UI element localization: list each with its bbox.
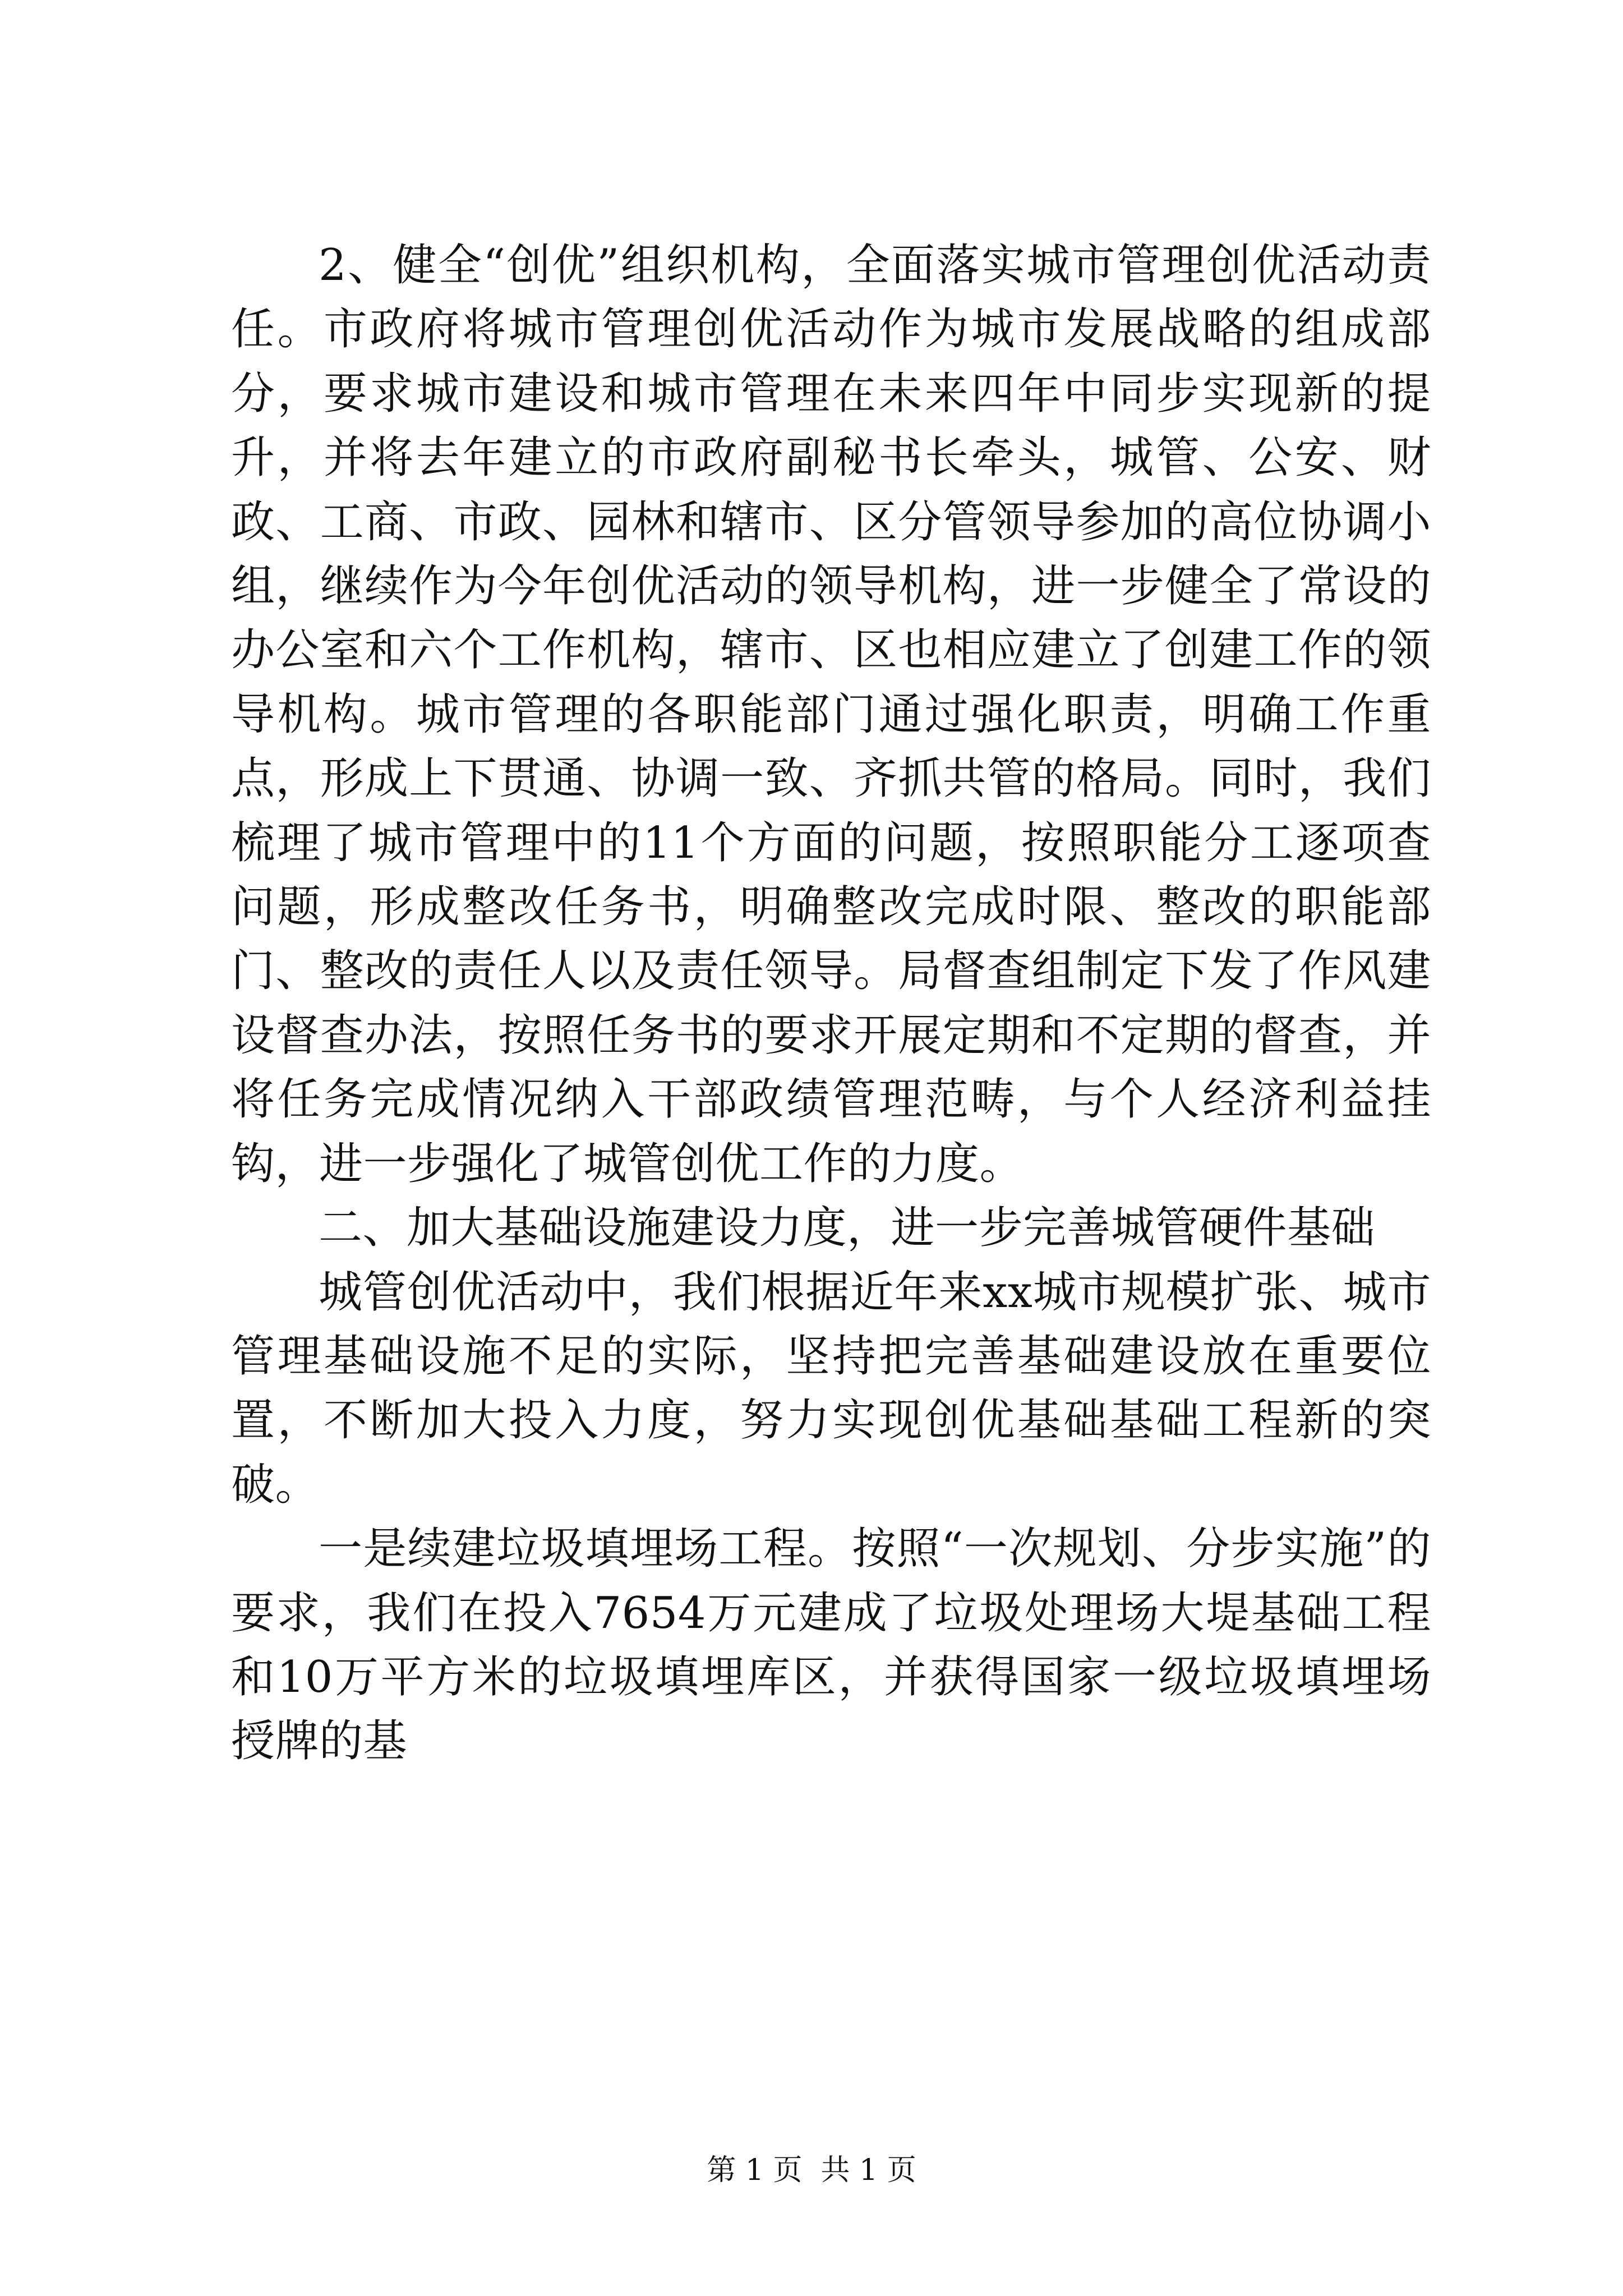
document-body [231,233,1431,1774]
paragraph-landfill-project: 一是续建垃圾填埋场工程。按照“一次规划、分步实施”的要求，我们在投入7654万元建成了垃圾处理场大堤基础工程和10万平方米的垃圾填埋库区，并获得国家一级垃圾填埋场授牌的基 [231,1524,1431,1767]
section-heading-infrastructure: 二、加大基础设施建设力度，进一步完善城管硬件基础 [319,1203,1376,1254]
paragraph-infrastructure-intro: 城管创优活动中，我们根据近年来xx城市规模扩张、城市管理基础设施不足的实际，坚持把完善基础建设放在重要位置，不断加大投入力度，努力实现创优基础基础工程新的突破。 [231,1267,1431,1510]
paragraph-organization: 2、健全“创优”组织机构，全面落实城市管理创优活动责任。市政府将城市管理创优活动作为城市发展战略的组成部分，要求城市建设和城市管理在未来四年中同步实现新的提升，并将去年建立的市政府副秘书长牵头，城管、公安、财政、工商、市政、园林和辖市、区分管领导参加的高位协调小组，继续作为今年创优活动的领导机构，进一步健全了常设的办公室和六个工作机构，辖市、区也相应建立了创建工作的领导机构。城市管理的各职能部门通过强化职责，明确工作重点，形成上下贯通、协调一致、齐抓共管的格局。同时，我们梳理了城市管理中的11个方面的问题，按照职能分工逐项查问题，形成整改任务书，明确整改完成时限、整改的职能部门、整改的责任人以及责任领导。局督查组制定下发了作风建设督查办法，按照任务书的要求开展定期和不定期的督查，并将任务完成情况纳入干部政绩管理范畴，与个人经济利益挂钩，进一步强化了城管创优工作的力度。 [231,240,1431,1189]
page-footer: 第 1 页 共 1 页 [707,2154,916,2187]
